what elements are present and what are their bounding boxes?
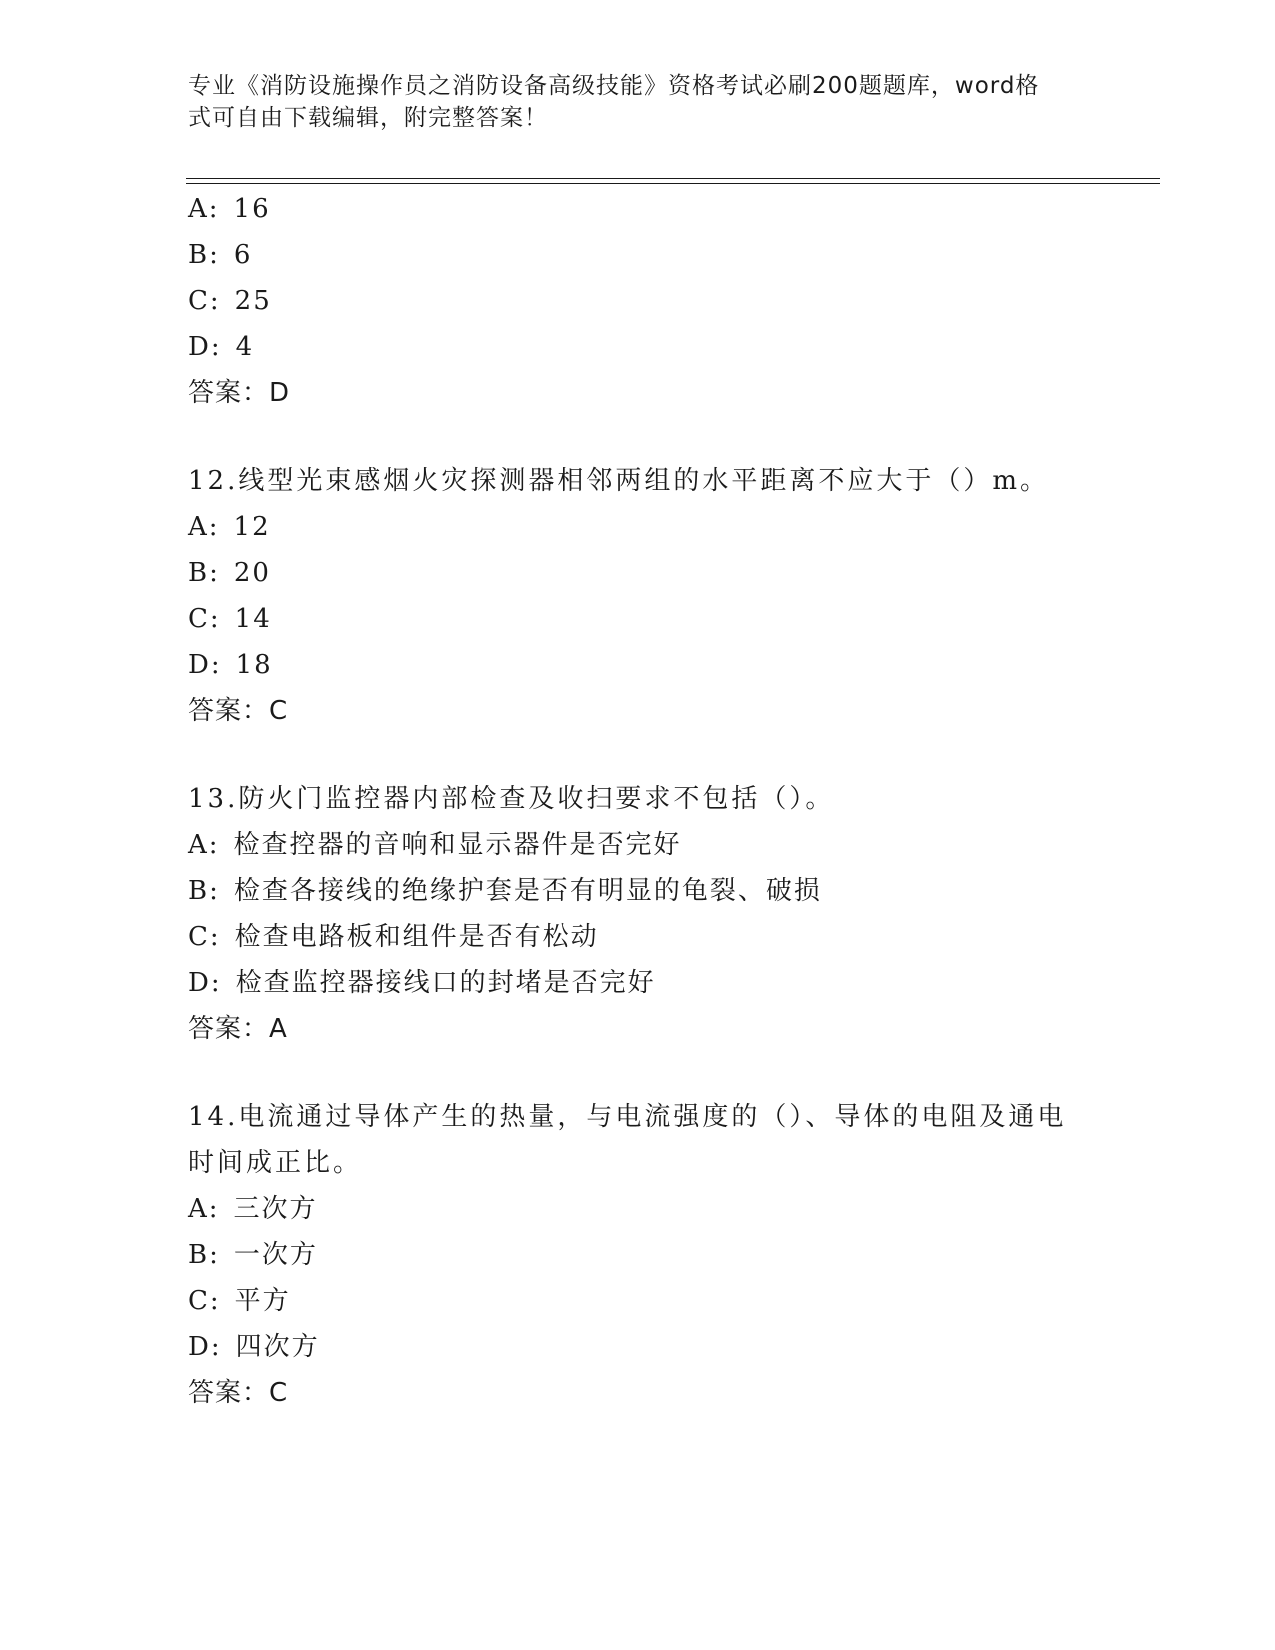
option-b bbox=[188, 232, 1088, 278]
question-stem bbox=[188, 1094, 1088, 1186]
option-d bbox=[188, 1324, 1088, 1370]
answer-line: 答案：C bbox=[188, 696, 289, 726]
option-text: 14 bbox=[234, 604, 272, 634]
option-separator: : bbox=[209, 240, 220, 270]
option-letter: B bbox=[188, 240, 210, 270]
question-stem bbox=[188, 776, 1088, 822]
option-letter: B bbox=[188, 876, 210, 906]
option-separator: : bbox=[210, 1332, 222, 1362]
option-letter: C bbox=[188, 604, 210, 634]
option-c bbox=[188, 278, 1088, 324]
question-13 bbox=[188, 776, 1088, 1052]
option-separator: : bbox=[209, 1286, 221, 1316]
option-text: 三次方 bbox=[233, 1194, 318, 1224]
option-text: 16 bbox=[233, 194, 271, 224]
document-header bbox=[188, 70, 1068, 134]
option-b bbox=[188, 550, 1088, 596]
option-text: 12 bbox=[233, 512, 271, 542]
option-separator: : bbox=[209, 286, 221, 316]
header-line-2: 式可自由下载编辑，附完整答案！ bbox=[188, 105, 548, 131]
question-stem-line: 13.防火门监控器内部检查及收扫要求不包括（）。 bbox=[188, 784, 835, 814]
option-separator: : bbox=[208, 1194, 220, 1224]
answer-line: 答案：C bbox=[188, 1378, 289, 1408]
option-letter: C bbox=[188, 922, 210, 952]
option-separator: : bbox=[210, 332, 222, 362]
question-11 bbox=[188, 186, 1088, 416]
question-stem-line-2: 时间成正比。 bbox=[188, 1148, 363, 1178]
option-letter: B bbox=[188, 1240, 210, 1270]
option-separator: : bbox=[209, 922, 221, 952]
option-c bbox=[188, 1278, 1088, 1324]
option-letter: D bbox=[188, 968, 211, 998]
option-c bbox=[188, 914, 1088, 960]
option-separator: : bbox=[209, 604, 221, 634]
question-stem-line-1: 14.电流通过导体产生的热量，与电流强度的（）、导体的电阻及通电 bbox=[188, 1102, 1067, 1132]
option-a bbox=[188, 504, 1088, 550]
option-separator: : bbox=[209, 558, 220, 588]
question-14 bbox=[188, 1094, 1088, 1416]
option-text: 6 bbox=[233, 240, 253, 270]
option-letter: A bbox=[188, 512, 209, 542]
option-separator: : bbox=[210, 968, 222, 998]
header-line-1: 专业《消防设施操作员之消防设备高级技能》资格考试必刷200题题库，word格 bbox=[188, 73, 1040, 99]
option-text: 25 bbox=[234, 286, 272, 316]
option-letter: C bbox=[188, 286, 210, 316]
option-separator: : bbox=[208, 194, 220, 224]
option-b bbox=[188, 868, 1088, 914]
option-text: 4 bbox=[235, 332, 255, 362]
option-text: 检查控器的音响和显示器件是否完好 bbox=[233, 830, 682, 860]
option-a bbox=[188, 822, 1088, 868]
option-letter: D bbox=[188, 650, 211, 680]
option-letter: D bbox=[188, 332, 211, 362]
option-separator: : bbox=[210, 650, 222, 680]
option-letter: A bbox=[188, 194, 209, 224]
option-text: 检查监控器接线口的封堵是否完好 bbox=[235, 968, 656, 998]
option-a bbox=[188, 1186, 1088, 1232]
question-stem bbox=[188, 458, 1088, 504]
option-text: 检查各接线的绝缘护套是否有明显的龟裂、破损 bbox=[233, 876, 822, 906]
header-divider-bottom bbox=[186, 183, 1160, 184]
option-d bbox=[188, 324, 1088, 370]
answer-line: 答案：D bbox=[188, 378, 291, 408]
option-separator: : bbox=[209, 1240, 220, 1270]
option-text: 一次方 bbox=[233, 1240, 318, 1270]
option-separator: : bbox=[208, 830, 220, 860]
option-d bbox=[188, 960, 1088, 1006]
answer-line: 答案：A bbox=[188, 1014, 288, 1044]
option-a bbox=[188, 186, 1088, 232]
option-letter: A bbox=[188, 1194, 209, 1224]
option-b bbox=[188, 1232, 1088, 1278]
option-letter: B bbox=[188, 558, 210, 588]
option-letter: D bbox=[188, 1332, 211, 1362]
header-divider-top bbox=[186, 178, 1160, 179]
option-text: 18 bbox=[235, 650, 273, 680]
option-text: 平方 bbox=[234, 1286, 291, 1316]
option-letter: A bbox=[188, 830, 209, 860]
option-separator: : bbox=[209, 876, 220, 906]
option-d bbox=[188, 642, 1088, 688]
option-separator: : bbox=[208, 512, 220, 542]
question-12 bbox=[188, 458, 1088, 734]
option-letter: C bbox=[188, 1286, 210, 1316]
option-c bbox=[188, 596, 1088, 642]
option-text: 检查电路板和组件是否有松动 bbox=[234, 922, 599, 952]
question-stem-line: 12.线型光束感烟火灾探测器相邻两组的水平距离不应大于（）m。 bbox=[188, 466, 1050, 496]
option-text: 四次方 bbox=[235, 1332, 320, 1362]
option-text: 20 bbox=[233, 558, 271, 588]
